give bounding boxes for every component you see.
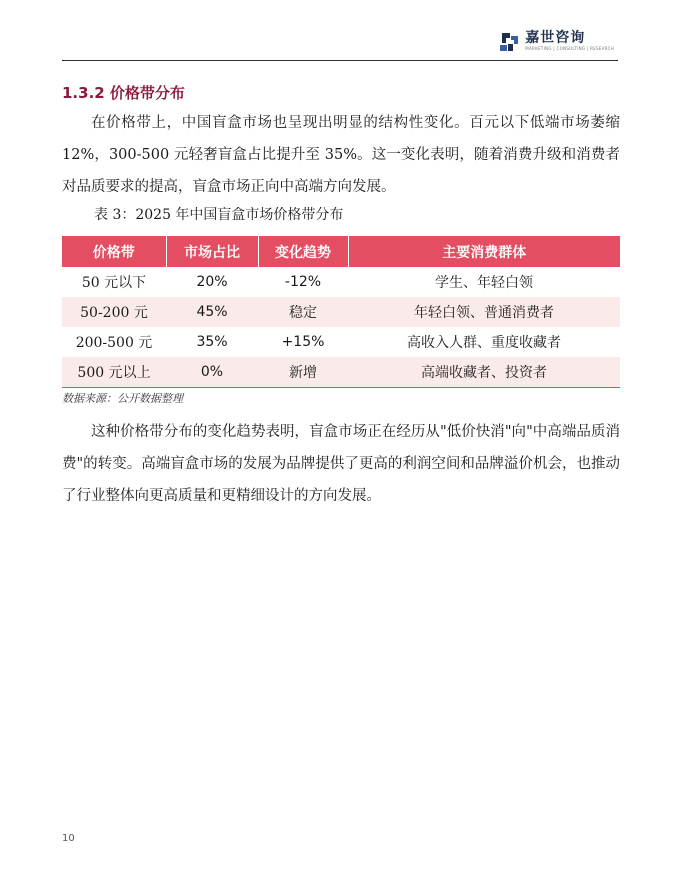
cell-trend: +15% bbox=[281, 334, 325, 350]
table-header-row bbox=[62, 236, 620, 267]
conclusion-paragraph: 这种价格带分布的变化趋势表明，盲盒市场正在经历从"低价快消"向"中高端品质消费"的转变。高端盲盒市场的发展为品牌提供了更高的利润空间和品牌溢价机会，也推动了行业整体向更高质量和更精细设计的方向发展。 bbox=[62, 424, 620, 504]
cell-consumer-group: 年轻白领、普通消费者 bbox=[348, 297, 620, 327]
table-row bbox=[62, 327, 620, 357]
cell-price-band: 200-500 元 bbox=[75, 335, 153, 351]
brand-tagline: MARKETING | CONSULTING | RESEARCH bbox=[525, 46, 614, 51]
cell-trend: -12% bbox=[284, 274, 322, 290]
cell-market-share: 20% bbox=[196, 274, 228, 290]
brand-name: 嘉世咨询 bbox=[525, 30, 586, 46]
cell-consumer-group: 高端收藏者、投资者 bbox=[348, 357, 620, 388]
brand-logo bbox=[498, 30, 614, 53]
column-header-price-band: 价格带 bbox=[62, 236, 166, 267]
table-row bbox=[62, 297, 620, 327]
column-header-market-share: 市场占比 bbox=[166, 236, 258, 267]
table-caption: 表 3：2025 年中国盲盒市场价格带分布 bbox=[94, 207, 344, 223]
table-row bbox=[62, 357, 620, 388]
page-number: 10 bbox=[62, 833, 75, 844]
column-header-trend: 变化趋势 bbox=[258, 236, 348, 267]
cell-price-band: 50 元以下 bbox=[81, 275, 147, 291]
cell-price-band: 50-200 元 bbox=[62, 297, 166, 327]
company-logo-icon bbox=[498, 31, 520, 53]
cell-market-share: 45% bbox=[166, 297, 258, 327]
price-band-table bbox=[62, 236, 620, 388]
table-row bbox=[62, 267, 620, 297]
cell-price-band: 500 元以上 bbox=[62, 357, 166, 388]
cell-trend: 新增 bbox=[258, 357, 348, 388]
data-source-note: 数据来源：公开数据整理 bbox=[62, 392, 183, 405]
cell-consumer-group: 学生、年轻白领 bbox=[435, 275, 533, 291]
page-header bbox=[62, 24, 618, 61]
cell-market-share: 35% bbox=[196, 334, 228, 350]
cell-trend: 稳定 bbox=[258, 297, 348, 327]
cell-consumer-group: 高收入人群、重度收藏者 bbox=[407, 335, 561, 351]
section-title: 1.3.2 价格带分布 bbox=[62, 84, 185, 102]
cell-market-share: 0% bbox=[166, 357, 258, 388]
column-header-consumer-group: 主要消费群体 bbox=[348, 236, 620, 267]
intro-paragraph: 在价格带上，中国盲盒市场也呈现出明显的结构性变化。百元以下低端市场萎缩 12%，300-500 元轻奢盲盒占比提升至 35%。这一变化表明，随着消费升级和消费者对品质要求的提高，盲盒市场正向中高端方向发展。 bbox=[62, 115, 620, 195]
